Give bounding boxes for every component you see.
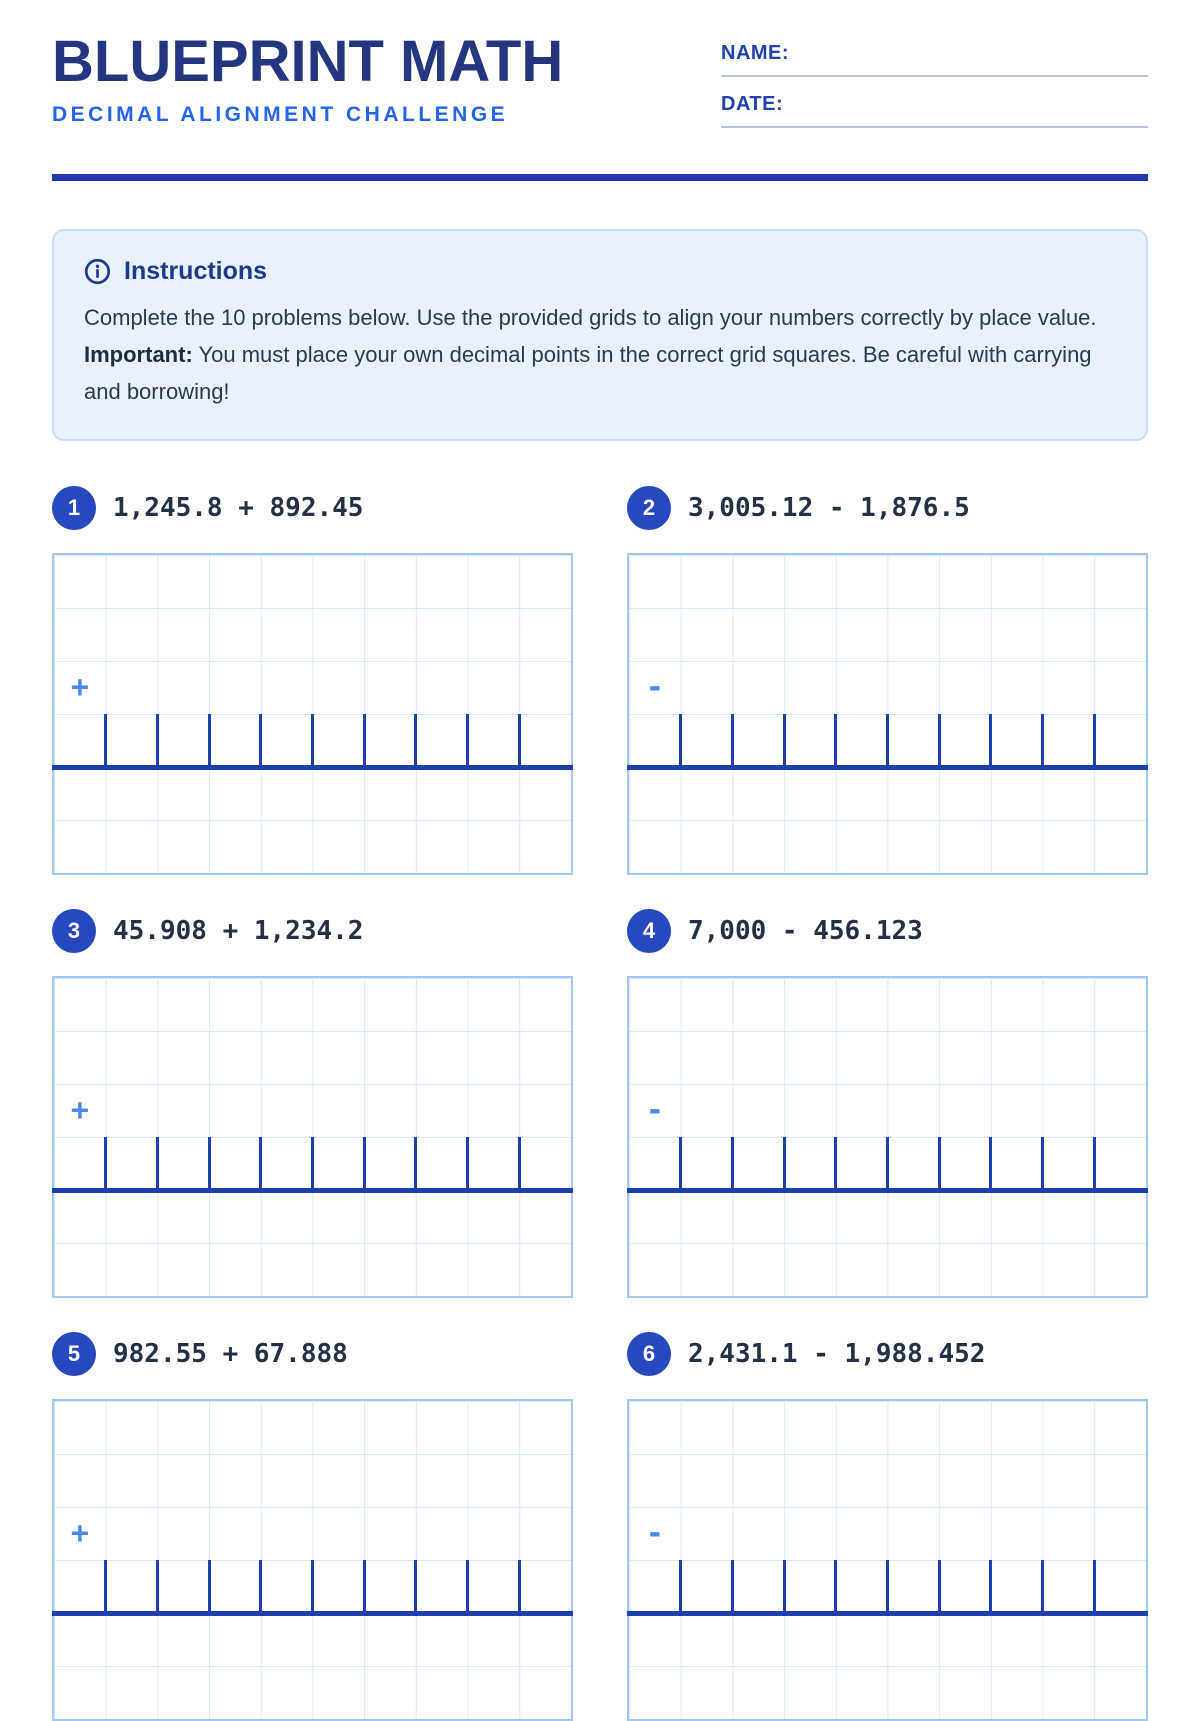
place-value-tick: [731, 1137, 734, 1190]
answer-line: [52, 1611, 573, 1616]
work-grid-2[interactable]: [627, 553, 1148, 875]
problem-expression: 982.55 + 67.888: [113, 1338, 348, 1369]
instructions-title-row: [84, 257, 1116, 286]
place-value-tick: [466, 1560, 469, 1613]
work-grid-5[interactable]: [52, 1399, 573, 1721]
place-value-tick: [886, 1137, 889, 1190]
problem-expression: 2,431.1 - 1,988.452: [688, 1338, 986, 1369]
place-value-tick: [518, 1560, 521, 1613]
place-value-tick: [414, 714, 417, 767]
place-value-tick: [259, 714, 262, 767]
problem-expression: 7,000 - 456.123: [688, 915, 923, 946]
tick-row: [54, 1560, 571, 1613]
problem-number-badge: 2: [627, 486, 671, 530]
work-grid-1[interactable]: [52, 553, 573, 875]
info-icon: [84, 258, 111, 285]
problem-2-header: [627, 486, 1148, 530]
operator-cell: +: [70, 1092, 89, 1128]
place-value-tick: [834, 1137, 837, 1190]
tick-row: [629, 714, 1146, 767]
place-value-tick: [311, 1137, 314, 1190]
place-value-tick: [414, 1137, 417, 1190]
title-block: [52, 30, 563, 127]
problem-2: [627, 486, 1148, 875]
place-value-tick: [518, 714, 521, 767]
place-value-tick: [1093, 1137, 1096, 1190]
instructions-text-suffix: You must place your own decimal points in the correct grid squares. Be careful with carrying and borrowing!: [84, 341, 1092, 404]
name-label: NAME:: [721, 42, 790, 64]
problem-1: [52, 486, 573, 875]
place-value-tick: [1093, 714, 1096, 767]
answer-line: [627, 1611, 1148, 1616]
place-value-tick: [466, 714, 469, 767]
page-subtitle: DECIMAL ALIGNMENT CHALLENGE: [52, 102, 509, 126]
place-value-tick: [679, 714, 682, 767]
problem-3: [52, 909, 573, 1298]
operator-cell: +: [70, 669, 89, 705]
date-field: [721, 93, 1148, 128]
page-title: BLUEPRINT MATH: [52, 29, 564, 94]
problem-6: [627, 1332, 1148, 1721]
instructions-text-bold: Important:: [84, 341, 193, 367]
place-value-tick: [208, 714, 211, 767]
place-value-tick: [679, 1560, 682, 1613]
name-date-block: [721, 30, 1148, 144]
answer-line: [52, 765, 573, 770]
name-line[interactable]: [721, 65, 1148, 77]
place-value-tick: [938, 1137, 941, 1190]
header-divider: [52, 174, 1148, 181]
instructions-text-prefix: Complete the 10 problems below. Use the provided grids to align your numbers correctly by place value.: [84, 305, 1097, 330]
place-value-tick: [363, 1137, 366, 1190]
problem-4: [627, 909, 1148, 1298]
place-value-tick: [208, 1560, 211, 1613]
place-value-tick: [104, 714, 107, 767]
instructions-card: [52, 229, 1148, 441]
operator-cell: -: [645, 669, 664, 705]
date-label: DATE:: [721, 93, 784, 115]
place-value-tick: [731, 714, 734, 767]
problem-number-badge: 1: [52, 486, 96, 530]
date-line[interactable]: [721, 116, 1148, 128]
place-value-tick: [208, 1137, 211, 1190]
place-value-tick: [1041, 714, 1044, 767]
place-value-tick: [104, 1560, 107, 1613]
operator-cell: +: [70, 1515, 89, 1551]
name-field: [721, 42, 1148, 77]
place-value-tick: [989, 1560, 992, 1613]
work-grid-4[interactable]: [627, 976, 1148, 1298]
place-value-tick: [731, 1560, 734, 1613]
place-value-tick: [363, 1560, 366, 1613]
problem-expression: 3,005.12 - 1,876.5: [688, 492, 970, 523]
tick-row: [629, 1137, 1146, 1190]
place-value-tick: [834, 1560, 837, 1613]
instructions-title: Instructions: [124, 257, 268, 285]
place-value-tick: [1041, 1137, 1044, 1190]
place-value-tick: [1041, 1560, 1044, 1613]
place-value-tick: [783, 714, 786, 767]
place-value-tick: [363, 714, 366, 767]
place-value-tick: [938, 1560, 941, 1613]
problem-5: [52, 1332, 573, 1721]
problem-number-badge: 4: [627, 909, 671, 953]
place-value-tick: [834, 714, 837, 767]
place-value-tick: [259, 1560, 262, 1613]
problem-expression: 1,245.8 + 892.45: [113, 492, 364, 523]
instructions-text: [84, 300, 1114, 411]
place-value-tick: [104, 1137, 107, 1190]
place-value-tick: [679, 1137, 682, 1190]
place-value-tick: [518, 1137, 521, 1190]
place-value-tick: [938, 714, 941, 767]
problem-number-badge: 6: [627, 1332, 671, 1376]
place-value-tick: [259, 1137, 262, 1190]
problem-3-header: [52, 909, 573, 953]
answer-line: [52, 1188, 573, 1193]
place-value-tick: [886, 1560, 889, 1613]
answer-line: [627, 765, 1148, 770]
problem-4-header: [627, 909, 1148, 953]
place-value-tick: [156, 1560, 159, 1613]
problem-6-header: [627, 1332, 1148, 1376]
place-value-tick: [1093, 1560, 1096, 1613]
place-value-tick: [783, 1560, 786, 1613]
problem-5-header: [52, 1332, 573, 1376]
place-value-tick: [414, 1560, 417, 1613]
problems-section: [52, 486, 1148, 1721]
place-value-tick: [989, 714, 992, 767]
tick-row: [54, 714, 571, 767]
problem-expression: 45.908 + 1,234.2: [113, 915, 364, 946]
work-grid-6[interactable]: [627, 1399, 1148, 1721]
place-value-tick: [311, 714, 314, 767]
place-value-tick: [886, 714, 889, 767]
place-value-tick: [156, 714, 159, 767]
operator-cell: -: [645, 1515, 664, 1551]
place-value-tick: [156, 1137, 159, 1190]
problem-1-header: [52, 486, 573, 530]
answer-line: [627, 1188, 1148, 1193]
header: [52, 30, 1148, 144]
place-value-tick: [989, 1137, 992, 1190]
place-value-tick: [466, 1137, 469, 1190]
problem-number-badge: 5: [52, 1332, 96, 1376]
tick-row: [54, 1137, 571, 1190]
work-grid-3[interactable]: [52, 976, 573, 1298]
operator-cell: -: [645, 1092, 664, 1128]
tick-row: [629, 1560, 1146, 1613]
problem-number-badge: 3: [52, 909, 96, 953]
place-value-tick: [783, 1137, 786, 1190]
place-value-tick: [311, 1560, 314, 1613]
